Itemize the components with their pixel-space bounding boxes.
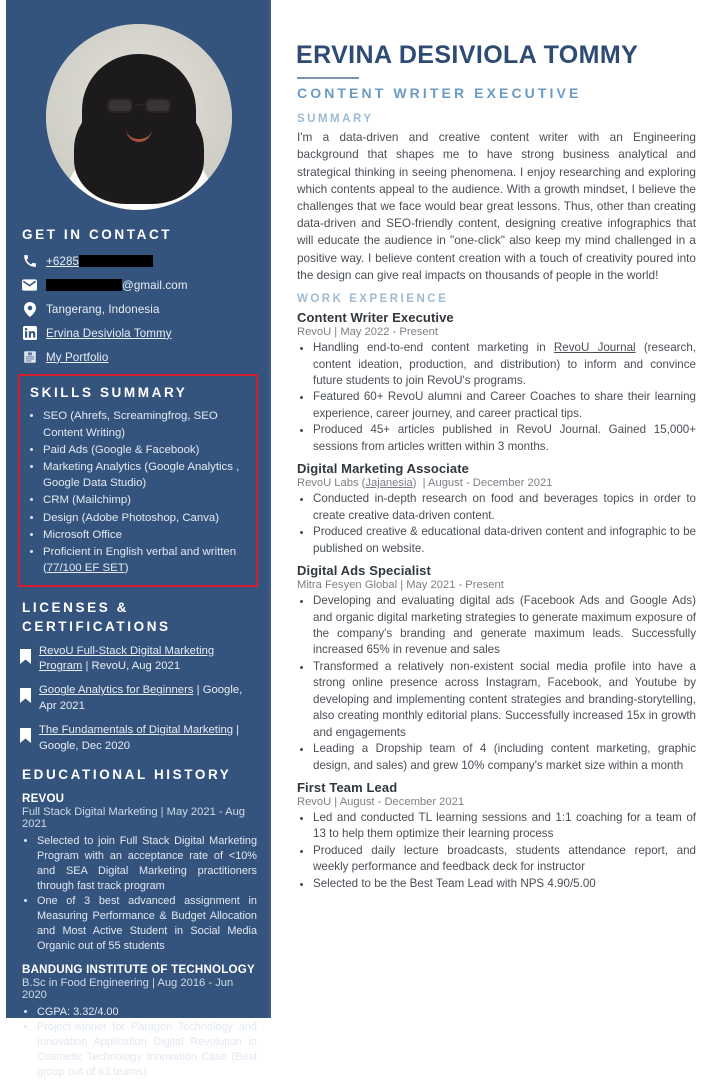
skill-item: • Paid Ads (Google & Facebook) [43, 442, 250, 458]
title-underline-rule [297, 77, 359, 80]
job-title: Digital Marketing Associate [297, 461, 469, 477]
license-issuer: RevoU, Aug 2021 [91, 660, 181, 673]
job-bullets [296, 340, 696, 455]
job-bullets [296, 593, 696, 774]
location-pin-icon [22, 302, 37, 317]
skill-item-english: • Proficient in English verbal and written (77/100 EF SET) [43, 544, 250, 576]
job-bullets [296, 491, 696, 557]
sidebar [6, 0, 271, 1078]
redaction-bar-phone [79, 255, 153, 267]
education-bullet: • Project-winner for Paragon Technology and Innovation Application Digital Revolution in Cosmetic Technology Innovation Case (Best group out of 63 teams) [37, 1020, 257, 1080]
education-bullet: • CGPA: 3.32/4.00 [37, 1005, 257, 1020]
job-entry [296, 563, 696, 774]
education-degree: Full Stack Digital Marketing | May 2021 - Aug 2021 [22, 806, 246, 831]
license-text: RevoU Full-Stack Digital Marketing Program | RevoU, Aug 2021 [39, 644, 215, 673]
education-org: BANDUNG INSTITUTE OF TECHNOLOGY [22, 962, 255, 976]
page-title: ERVINA DESIVIOLA TOMMY [296, 41, 639, 69]
main-content [296, 0, 696, 898]
job-bullet: • Transformed a relatively non-existent social media profile into have a strong online presence across Instagram, Facebook, and Youtube by developing and implementing content strategies and branding-storytelling, also creating monthly editorial plans. Successfully increased 15x in growth and engagements [313, 659, 696, 741]
linkedin-icon [22, 326, 37, 341]
education-heading: EDUCATIONAL HISTORY [22, 766, 232, 782]
education-bullets [20, 1005, 257, 1080]
license-item[interactable] [20, 723, 257, 754]
work-experience-heading: WORK EXPERIENCE [297, 293, 449, 306]
license-text: Google Analytics for Beginners | Google, Apr 2021 [39, 684, 243, 712]
bookmark-icon [20, 728, 31, 748]
license-issuer: Google, Apr 2021 [39, 684, 243, 712]
skill-item: • Marketing Analytics (Google Analytics , Google Data Studio) [43, 459, 250, 491]
job-bullet: • Selected to be the Best Team Lead with NPS 4.90/5.00 [313, 876, 696, 892]
job-bullet: • Conducted in-depth research on food and beverages topics in order to create creative data-driven content. [313, 491, 696, 524]
education-bullets [20, 834, 257, 954]
skills-summary-highlight-box [18, 374, 258, 587]
skill-item: • Design (Adobe Photoshop, Canva) [43, 510, 250, 526]
license-item[interactable] [20, 644, 257, 675]
job-bullet: • Led and conducted TL learning sessions and 1:1 coaching for a team of 13 to help them optimize their learning process [313, 810, 696, 843]
job-title: Digital Ads Specialist [297, 563, 431, 579]
skill-item: • Microsoft Office [43, 527, 250, 543]
license-title[interactable]: RevoU Full-Stack Digital Marketing Program [39, 644, 215, 673]
skill-item: • SEO (Ahrefs, Screamingfrog, SEO Content Writing) [43, 408, 250, 440]
contact-portfolio-value: My Portfolio [46, 350, 109, 364]
education-entry [20, 963, 257, 1080]
profile-photo-wrapper [20, 0, 257, 210]
photo-hair-front [82, 54, 196, 194]
job-meta: Mitra Fesyen Global | May 2021 - Present [297, 579, 504, 592]
education-entry [20, 792, 257, 954]
job-meta: RevoU Labs (Jajanesia) | August - December 2021 [297, 477, 553, 490]
education-degree: B.Sc in Food Engineering | Aug 2016 - Jun 2020 [22, 976, 234, 1001]
license-item[interactable] [20, 683, 257, 714]
contact-phone-value: +6285 [46, 255, 153, 268]
contact-list [22, 252, 257, 366]
summary-heading: SUMMARY [297, 113, 374, 126]
skills-list [26, 408, 250, 576]
contact-linkedin-value: Ervina Desiviola Tommy [46, 326, 172, 340]
job-meta: RevoU | August - December 2021 [297, 796, 465, 809]
skills-summary-heading: SKILLS SUMMARY [30, 385, 188, 401]
job-entry [296, 310, 696, 455]
education-org: REVOU [22, 792, 65, 806]
licenses-heading: LICENSES & CERTIFICATIONS [22, 600, 171, 634]
contact-heading: GET IN CONTACT [22, 227, 173, 242]
job-bullet: • Developing and evaluating digital ads (Facebook Ads and Google Ads) and organic digital marketing strategies to generate maximum exposure of the company's branding and generate maximum leads. Successfully increased 65% in revenue and sales [313, 593, 696, 659]
summary-text: I'm a data-driven and creative content writer with an Engineering background that shapes me to have strong business analytical and strategical thinking in seeing phenomena. I enjoy researching and exploring which contents appeal to the audience. With a growth mindset, I believe the challenges that we face would bear great lessons. Thus, other than creating data-driven and SEO-friendly content, designing creative infographics that will educate the audience in "one-click" also keep my mind challenged in a positive way. I believe content creation with a touch of creativity poured into the design can give real impacts on thousands of people in the world! [297, 130, 696, 282]
contact-item-location [22, 300, 257, 318]
bookmark-icon [20, 688, 31, 708]
job-bullet: • Featured 60+ RevoU alumni and Career Coaches to share their learning experience, career journey, and career practical tips. [313, 389, 696, 422]
job-meta: RevoU | May 2022 - Present [297, 326, 438, 339]
license-title[interactable]: Google Analytics for Beginners [39, 684, 194, 697]
education-list [20, 792, 257, 1080]
skill-item: • CRM (Mailchimp) [43, 492, 250, 508]
job-title: Content Writer Executive [297, 310, 454, 326]
contact-item-portfolio[interactable] [22, 348, 257, 366]
photo-glasses [105, 98, 173, 114]
job-bullet: • Produced 45+ articles published in RevoU Journal. Gained 15,000+ sessions from articles written within 3 months. [313, 422, 696, 455]
job-entry [296, 461, 696, 557]
contact-item-phone[interactable] [22, 252, 257, 270]
portfolio-icon [22, 350, 37, 365]
revou-journal-link[interactable]: RevoU Journal [553, 341, 636, 355]
job-bullet: • Produced daily lecture broadcasts, students attendance report, and weekly performance and feedback deck for instructor [313, 843, 696, 876]
license-text: The Fundamentals of Digital Marketing | Google, Dec 2020 [39, 724, 240, 752]
education-bullet: • One of 3 best advanced assignment in Measuring Performance & Budget Allocation and Most Active Student in Social Media Organic out of 55 students [37, 894, 257, 954]
job-bullet: • Produced creative & educational data-driven content and infographic to be published on website. [313, 524, 696, 557]
licenses-list [20, 644, 257, 754]
license-issuer: Google, Dec 2020 [39, 739, 131, 752]
job-bullet: • Leading a Dropship team of 4 (including content marketing, graphic design, and sales) and grew 10% company's market size within a month [313, 741, 696, 774]
redaction-bar-email [46, 279, 122, 291]
job-dates: August - December 2021 [428, 477, 553, 490]
contact-location-value: Tangerang, Indonesia [46, 302, 160, 316]
contact-email-value: @gmail.com [46, 279, 188, 292]
job-entry [296, 780, 696, 892]
job-bullets [296, 810, 696, 892]
job-title: First Team Lead [297, 780, 398, 796]
job-role-subtitle: CONTENT WRITER EXECUTIVE [297, 85, 582, 102]
email-icon [22, 278, 37, 293]
profile-photo [46, 24, 232, 210]
ef-set-score[interactable]: 77/100 EF SET [46, 562, 125, 575]
job-bullet: • Handling end-to-end content marketing in RevoU Journal (research, content ideation, production, and distribution) to inform and convince future students to join RevoU's programs. [313, 340, 696, 389]
jajanesia-link[interactable]: Jajanesia [365, 477, 413, 490]
license-title[interactable]: The Fundamentals of Digital Marketing [39, 724, 234, 737]
education-bullet: • Selected to join Full Stack Digital Marketing Program with an acceptance rate of <10% and SEA Digital Marketing practitioners through fast track program [37, 834, 257, 894]
contact-item-email[interactable] [22, 276, 257, 294]
contact-item-linkedin[interactable] [22, 324, 257, 342]
phone-icon [22, 254, 37, 269]
bookmark-icon [20, 649, 31, 669]
